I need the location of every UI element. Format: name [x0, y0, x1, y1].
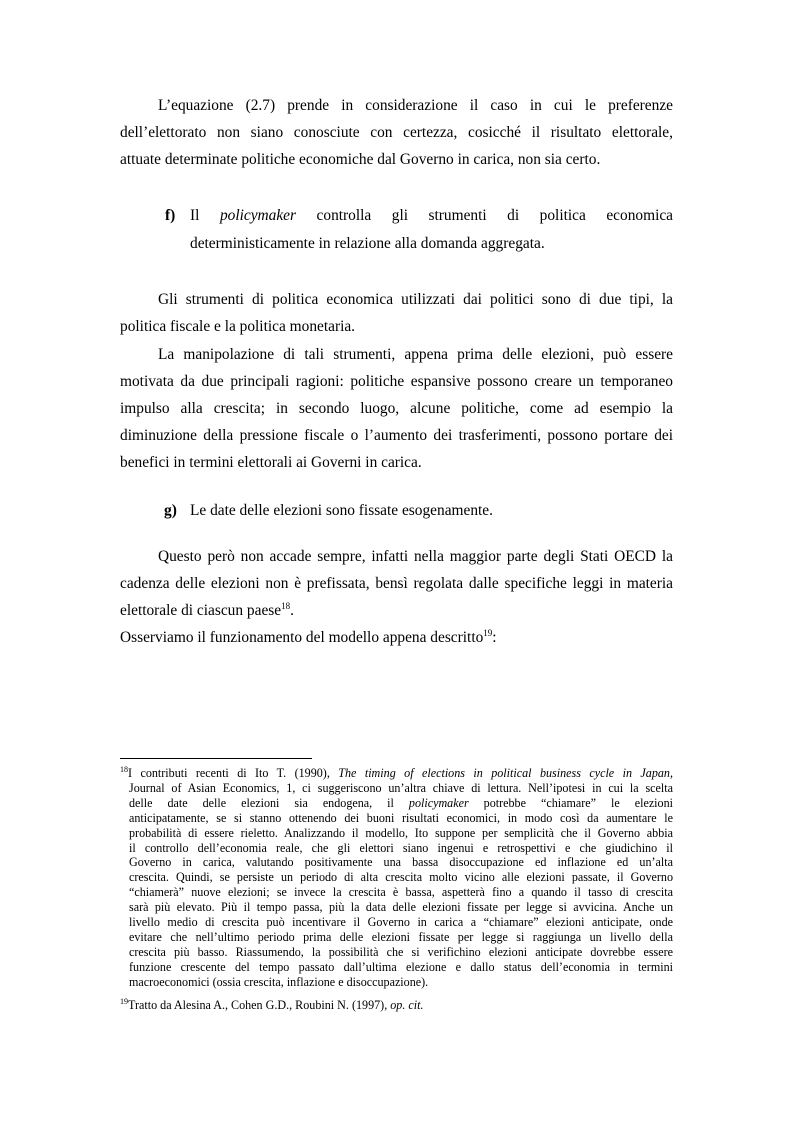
text-line: Questo però non accade sempre, infatti nella maggior parte degli Stati OECD la [158, 548, 673, 565]
text-line: funzione crescente del tempo passato dall’ultima elezione e dallo status dell’economia in termini [129, 959, 673, 974]
paragraph-manipolazione [120, 341, 673, 476]
footnote-ref-18[interactable]: 18 [281, 600, 291, 611]
text-line: deterministicamente in relazione alla domanda aggregata. [190, 235, 545, 252]
text-line: Gli strumenti di politica economica utilizzati dai politici sono di due tipi, la [158, 291, 673, 308]
text-line: Journal of Asian Economics, 1, ci suggeriscono un’altra chiave di lettura. Nell’ipotesi in cui la scelta [129, 780, 673, 795]
text-line: cadenza delle elezioni non è prefissata, bensì regolata dalle specifiche leggi in materia [120, 575, 673, 592]
text-line: benefici in termini elettorali ai Governi in carica. [120, 454, 422, 471]
text-line: impulso alla crescita; in secondo luogo, alcune politiche, come ad esempio la [120, 400, 673, 417]
paragraph-questo [120, 543, 673, 651]
paragraph-equazione [120, 92, 673, 173]
text-line: crescita più basso. Riassumendo, la possibilità che si verifichino elezioni anticipate dovrebbe essere [129, 944, 673, 959]
text-line: “chiamerà” nuove elezioni; se invece la crescita è bassa, aspetterà fino a quando il tasso di crescita [129, 885, 673, 900]
text-line: crescita. Quindi, se persiste un periodo di alta crescita molto vicino alle elezioni passate, il Governo [129, 870, 673, 885]
footnote-mark: 19 [120, 996, 128, 1006]
text-line: macroeconomici (ossia crescita, inflazione e disoccupazione). [129, 974, 429, 989]
footnote-separator [120, 758, 312, 759]
text-line: anticipatamente, se si stanno ottenendo dei buoni risultati economici, in modo così da aumentare le [129, 810, 673, 825]
text-line: L’equazione (2.7) prende in considerazione il caso in cui le preferenze [158, 97, 673, 114]
text-line: dell’elettorato non siano conosciute con certezza, cosicché il risultato elettorale, [120, 124, 673, 141]
text-line: sarà più elevato. Più il tempo passa, più la data delle elezioni fissate per legge si avvicina. Anche un [129, 900, 673, 915]
text-line: delle date delle elezioni sia endogena, il policymaker potrebbe “chiamare” le elezioni [129, 795, 673, 810]
text-line: evitare che nell’ultimo periodo prima delle elezioni fissate per legge si raggiunga un livello della [129, 929, 673, 944]
footnote-mark: 18 [120, 764, 128, 774]
text-line: diminuzione della pressione fiscale o l’aumento dei trasferimenti, possono portare dei [120, 427, 673, 444]
footnote-19 [120, 998, 673, 1013]
list-marker: g) [164, 502, 177, 519]
text-line: probabilità di essere rieletto. Analizzando il modello, Ito suppone per semplicità che il Governo abbia [129, 825, 673, 840]
text-line: politica fiscale e la politica monetaria. [120, 318, 356, 335]
text-line: il controllo dell’economia reale, che gli elettori siano ingenui e retrospettivi e che giudichino il [129, 840, 673, 855]
text-line: La manipolazione di tali strumenti, appena prima delle elezioni, può essere [158, 346, 673, 363]
text-line: attuate determinate politiche economiche dal Governo in carica, non sia certo. [120, 151, 601, 168]
text-line: Governo in carica, valutando positivamente una bassa disoccupazione ed inflazione ed un’alta [129, 855, 673, 870]
text-line: livello medio di crescita può incentivare il Governo in carica a “chiamare” elezioni anticipate, onde [129, 915, 673, 930]
text-line: elettorale di ciascun paese$^{18}$. [120, 600, 294, 619]
text-line: Osserviamo il funzionamento del modello appena descritto$^{19}$: [120, 627, 497, 646]
text-line: Il policymaker controlla gli strumenti di politica economica [190, 207, 674, 224]
list-marker: f) [165, 207, 176, 224]
text-line: motivata da due principali ragioni: politiche espansive possono creare un temporaneo [120, 373, 673, 390]
text-line: $^{18}$I contributi recenti di Ito T. (1990), The timing of elections in political business cycle in Japan, [120, 764, 674, 780]
text-line: $^{19}$Tratto da Alesina A., Cohen G.D., Roubini N. (1997), op. cit. [120, 996, 424, 1012]
paragraph-strumenti [120, 286, 673, 340]
footnote-ref-19[interactable]: 19 [483, 627, 493, 638]
footnote-18 [120, 766, 673, 990]
text-line: Le date delle elezioni sono fissate esogenamente. [190, 502, 493, 519]
